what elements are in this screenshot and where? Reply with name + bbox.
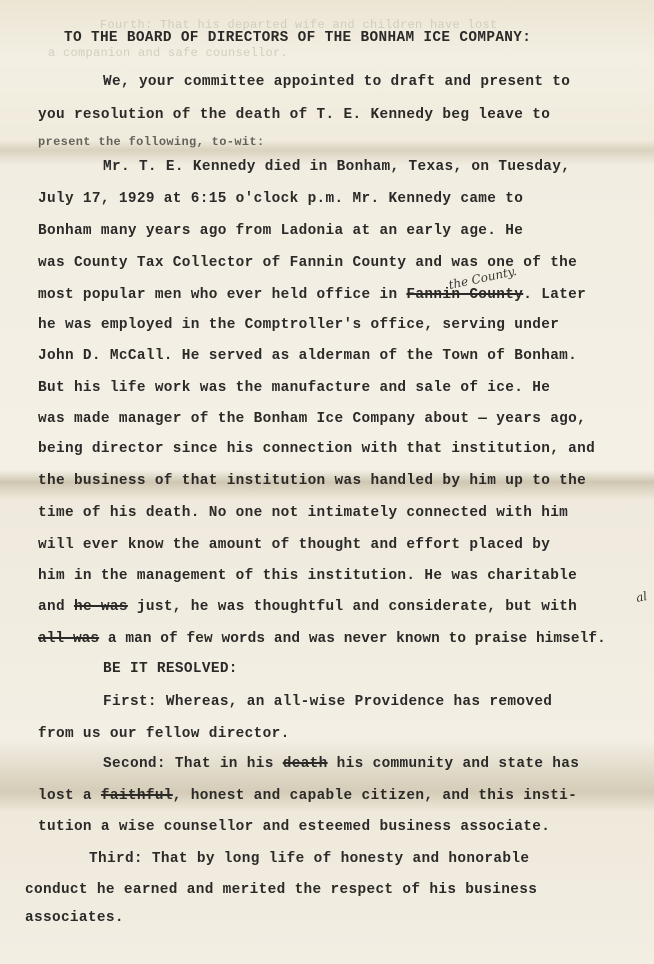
text-line: associates. <box>25 910 124 926</box>
text-line: July 17, 1929 at 6:15 o'clock p.m. Mr. Kennedy came to <box>38 191 524 207</box>
text-line: Bonham many years ago from Ladonia at an early age. He <box>38 223 524 239</box>
bleed-through-text: a companion and safe counsellor. <box>48 46 289 60</box>
text-line: lost a faithful, honest and capable citizen, and this insti- <box>38 788 578 804</box>
text-line: you resolution of the death of T. E. Kennedy beg leave to <box>38 107 551 123</box>
text-line: Second: That in his death his community and state has <box>103 756 580 772</box>
text-line: being director since his connection with that institution, and <box>38 441 596 457</box>
struck-text: Fannin County <box>406 287 524 303</box>
text-line: We, your committee appointed to draft and present to <box>103 74 571 90</box>
text-line: was County Tax Collector of Fannin County and was one of the <box>38 255 578 271</box>
text-line: will ever know the amount of thought and effort placed by <box>38 537 551 553</box>
text-line: First: Whereas, an all-wise Providence has removed <box>103 694 553 710</box>
text-line: time of his death. No one not intimately connected with him <box>38 505 569 521</box>
text-line: he was employed in the Comptroller's office, serving under <box>38 317 560 333</box>
text-line: Third: That by long life of honesty and honorable <box>89 851 530 867</box>
document-heading: TO THE BOARD OF DIRECTORS OF THE BONHAM ICE COMPANY: <box>64 30 532 46</box>
struck-text: all was <box>38 631 100 647</box>
struck-text: death <box>282 756 328 772</box>
struck-text: he was <box>73 599 128 615</box>
struck-text: faithful <box>100 788 173 804</box>
text-line: Mr. T. E. Kennedy died in Bonham, Texas, on Tuesday, <box>103 159 571 175</box>
text-line: the business of that institution was handled by him up to the <box>38 473 587 489</box>
text-line: all was a man of few words and was never known to praise himself. <box>38 631 606 647</box>
text-line: him in the management of this institution. He was charitable <box>38 568 578 584</box>
text-line: But his life work was the manufacture and sale of ice. He <box>38 380 551 396</box>
bleed-through-text: Fourth: That his departed wife and children have lost <box>100 18 498 32</box>
text-line: present the following, to-wit: <box>38 135 265 149</box>
handwritten-insert: al <box>634 589 649 605</box>
text-line: from us our fellow director. <box>38 726 290 742</box>
resolution-heading: BE IT RESOLVED: <box>103 661 238 677</box>
text-line: conduct he earned and merited the respect of his business <box>25 882 538 898</box>
text-line: most popular men who ever held office in Fannin County. Later <box>38 287 587 303</box>
handwritten-insert: the County. <box>447 263 518 293</box>
text-line: and he was just, he was thoughtful and considerate, but with <box>38 599 578 615</box>
text-line: John D. McCall. He served as alderman of the Town of Bonham. <box>38 348 578 364</box>
text-line: was made manager of the Bonham Ice Company about — years ago, <box>38 411 587 427</box>
text-line: tution a wise counsellor and esteemed business associate. <box>38 819 551 835</box>
